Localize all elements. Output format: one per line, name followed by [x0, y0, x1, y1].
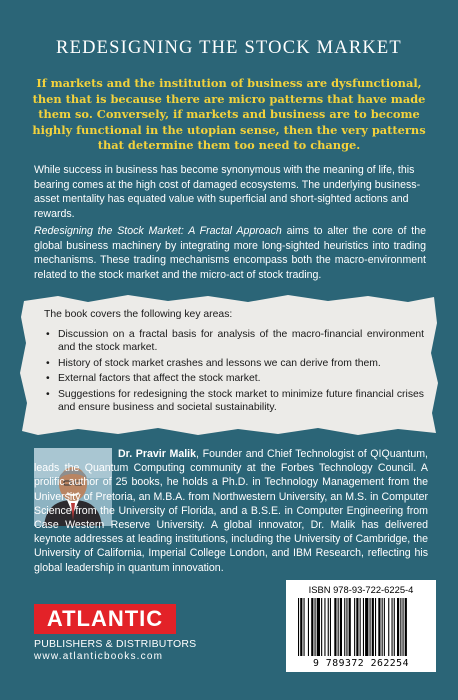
author-bio [34, 447, 428, 575]
isbn-barcode-box [286, 580, 436, 672]
book-full-title: Redesigning the Stock Market: A Fractal Approach [34, 225, 282, 237]
key-area-item: • Suggestions for redesigning the stock market to minimize future financial crises and ensure business and societal sustainability. [58, 388, 424, 415]
intro-paragraph: While success in business has become synonymous with the meaning of life, this bearing comes at the high cost of damaged ecosystems. The underlying business-asset mentality has equated value with superficial and short-sighted actions and rewards. [34, 164, 421, 220]
key-area-item: • Discussion on a fractal basis for analysis of the macro-financial environment and the stock market. [58, 328, 424, 355]
author-bio-text: , Founder and Chief Technologist of QIQuantum, leads the Quantum Computing community at the Forbes Technology Council. A prolific author of 25 books, he holds a Ph.D. in Technology Management from the University of Pretoria, an M.B.A. from Northwestern University, an M.S. in Computer Science from the University of Florida, and a B.S.E. in Computer Engineering from Case Western Reserve University. A global innovator, Dr. Malik has delivered keynote addresses at leading institutions, including the University of Cambridge, the University of California, Imperial College London, and IBM Research, reflecting his global leadership in quantum innovation. [34, 448, 429, 574]
key-areas-intro: The book covers the following key areas: [44, 309, 233, 320]
author-name: Dr. Pravir Malik [118, 448, 196, 460]
description-text: aims to alter the core of the global business machinery by integrating more long-sighted heuristics into trading mechanisms. These trading mechanisms encompass both the macro-environment related to the stock market and the micro-act of stock trading. [34, 225, 426, 281]
key-area-item: • External factors that affect the stock market. [58, 372, 424, 385]
description-paragraph [34, 224, 426, 282]
key-area-item: • History of stock market crashes and lessons we can derive from them. [58, 357, 424, 370]
key-areas [44, 309, 424, 416]
isbn-label: ISBN 978-93-722-6225-4 [308, 584, 414, 595]
publisher-url: www.atlanticbooks.com [34, 651, 164, 662]
publisher-subtitle: PUBLISHERS & DISTRIBUTORS [34, 638, 197, 650]
barcode-digits: 9 789372 262254 [313, 658, 409, 669]
key-areas-list [44, 328, 424, 414]
publisher-logo-wordmark: ATLANTIC [34, 604, 176, 634]
publisher-logo [34, 604, 197, 662]
pull-quote: If markets and the institution of business are dysfunctional, then that is because there are micro patterns that have made them so. Conversely, if markets and business are to become highly functional in the utopian sense, then the very patterns that determine them too need to change. [32, 76, 426, 153]
book-title: REDESIGNING THE STOCK MARKET [56, 38, 402, 58]
